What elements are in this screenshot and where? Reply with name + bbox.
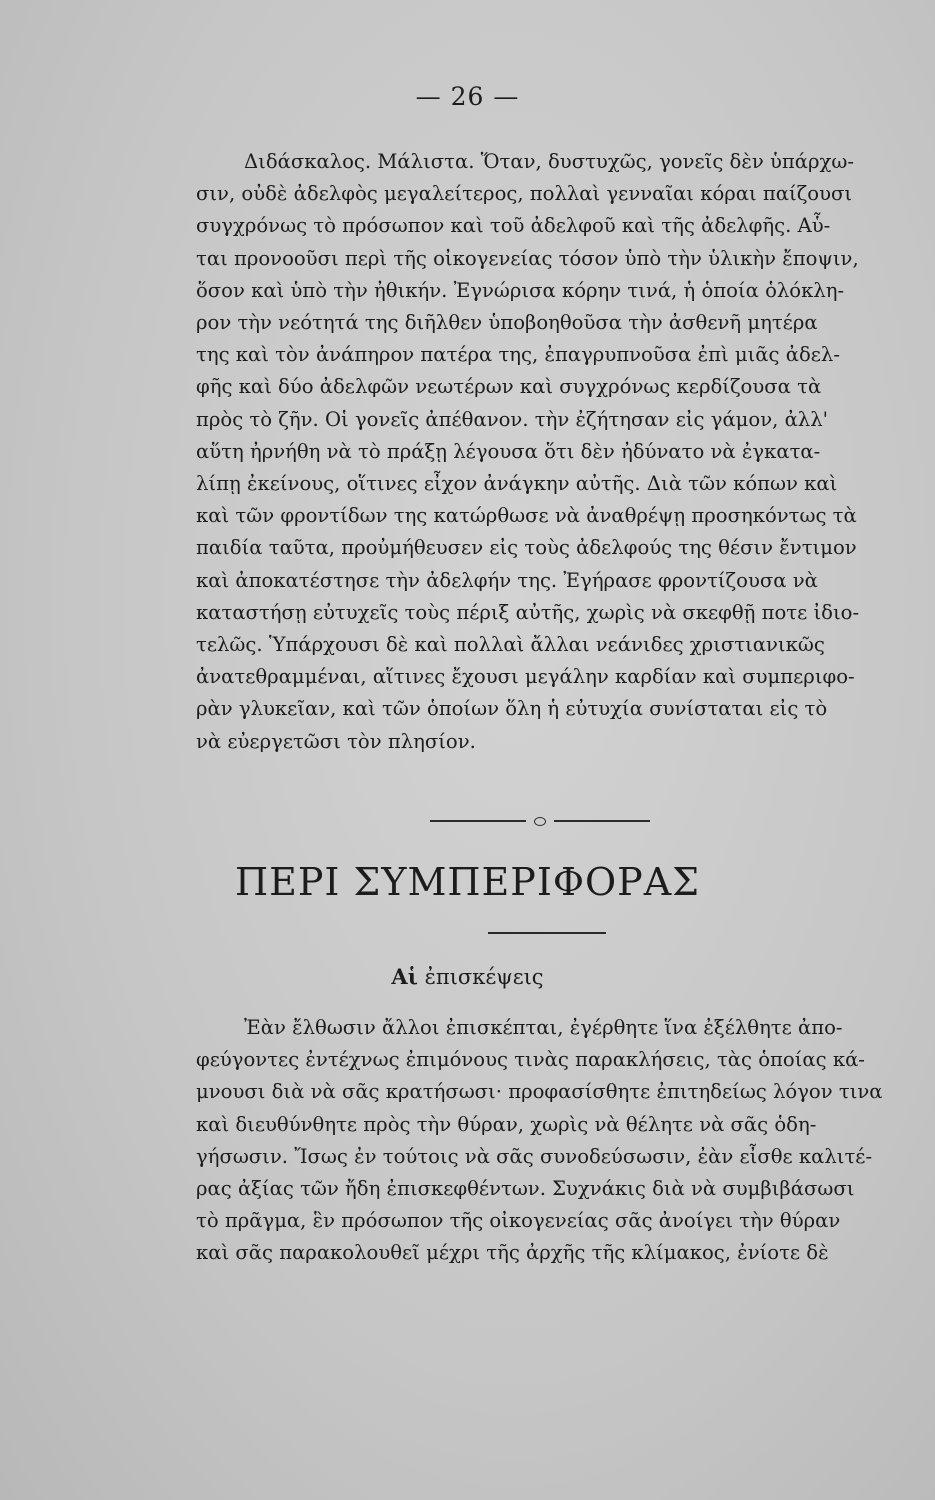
visits-paragraph: [196, 1012, 896, 1270]
text-line: αὕτη ἠρνήθη νὰ τὸ πράξῃ λέγουσα ὅτι δὲν ἠδύνατο νὰ ἐγκατα-: [196, 439, 821, 463]
text-line: λίπῃ ἐκείνους, οἵτινες εἶχον ἀνάγκην αὐτῆς. Διὰ τῶν κόπων καὶ: [196, 472, 838, 496]
text-line: καὶ διευθύνθητε πρὸς τὴν θύραν, χωρὶς νὰ θέλητε νὰ σᾶς ὁδη-: [196, 1112, 817, 1136]
text-line: πρὸς τὸ ζῆν. Οἱ γονεῖς ἀπέθανον. τὴν ἐζήτησαν εἰς γάμον, ἀλλ': [196, 407, 829, 431]
text-line: καταστήσῃ εὐτυχεῖς τοὺς πέριξ αὐτῆς, χωρὶς νὰ σκεφθῇ ποτε ἰδιο-: [196, 600, 860, 624]
text-line: σιν, οὐδὲ ἀδελφὸς μεγαλείτερος, πολλαὶ γενναῖαι κόραι παίζουσι: [196, 182, 853, 206]
text-line: Ἐὰν ἔλθωσιν ἄλλοι ἐπισκέπται, ἐγέρθητε ἵνα ἐξέλθητε ἀπο-: [244, 1016, 843, 1039]
text-line: ται προνοοῦσι περὶ τῆς οἰκογενείας τόσον ὑπὸ τὴν ὑλικὴν ἔποψιν,: [196, 246, 859, 270]
text-line: συγχρόνως τὸ πρόσωπον καὶ τοῦ ἀδελφοῦ καὶ τῆς ἀδελφῆς. Αὗ-: [196, 214, 831, 238]
subheading-article: Αἱ: [391, 964, 418, 989]
text-line: τὸ πρᾶγμα, ἓν πρόσωπον τῆς οἰκογενείας σᾶς ἀνοίγει τὴν θύραν: [196, 1209, 841, 1233]
text-line: φῆς καὶ δύο ἀδελφῶν νεωτέρων καὶ συγχρόνως κερδίζουσα τὰ: [196, 375, 822, 399]
text-line: παιδία ταῦτα, προὐμήθευσεν εἰς τοὺς ἀδελφούς της θέσιν ἔντιμον: [196, 536, 857, 560]
text-line: τελῶς. Ὑπάρχουσι δὲ καὶ πολλαὶ ἄλλαι νεάνιδες χριστιανικῶς: [196, 633, 825, 657]
text-line: μνουσι διὰ νὰ σᾶς κρατήσωσι· προφασίσθητε ἐπιτηδείως λόγον τινα: [196, 1080, 883, 1104]
ornamental-divider: [430, 818, 650, 824]
text-line: νὰ εὐεργετῶσι τὸν πλησίον.: [196, 729, 476, 753]
dialogue-paragraph: [196, 146, 896, 758]
divider-bar-right: [554, 820, 650, 822]
text-line: γήσωσιν. Ἴσως ἐν τούτοις νὰ σᾶς συνοδεύσωσιν, ἐὰν εἶσθε καλιτέ-: [196, 1144, 873, 1168]
section-subheading: [0, 964, 935, 989]
chapter-heading: ΠΕΡΙ ΣΥΜΠΕΡΙΦΟΡΑΣ: [234, 860, 701, 904]
text-line: ρὰν γλυκεῖαν, καὶ τῶν ὁποίων ὅλη ἡ εὐτυχία συνίσταται εἰς τὸ: [196, 697, 828, 721]
text-line: ρον τὴν νεότητά της διῆλθεν ὑποβοηθοῦσα τὴν ἀσθενῆ μητέρα: [196, 311, 818, 335]
text-line: καὶ ἀποκατέστησε τὴν ἀδελφήν της. Ἐγήρασε φροντίζουσα νὰ: [196, 568, 818, 592]
text-line: Διδάσκαλος. Μάλιστα. Ὅταν, δυστυχῶς, γονεῖς δὲν ὑπάρχω-: [244, 150, 855, 173]
heading-rule: [488, 932, 606, 934]
divider-ornament-icon: [534, 817, 546, 826]
subheading-word: ἐπισκέψεις: [424, 965, 544, 989]
text-line: ἀνατεθραμμέναι, αἵτινες ἔχουσι μεγάλην καρδίαν καὶ συμπεριφο-: [196, 665, 855, 689]
page-number: — 26 —: [415, 82, 520, 111]
text-line: της καὶ τὸν ἀνάπηρον πατέρα της, ἐπαγρυπνοῦσα ἐπὶ μιᾶς ἀδελ-: [196, 343, 840, 367]
text-line: ὅσον καὶ ὑπὸ τὴν ἠθικήν. Ἐγνώρισα κόρην τινά, ἡ ὁποία ὁλόκλη-: [196, 278, 845, 302]
text-line: ρας ἀξίας τῶν ἤδη ἐπισκεφθέντων. Συχνάκις διὰ νὰ συμβιβάσωσι: [196, 1177, 855, 1201]
text-line: καὶ τῶν φροντίδων της κατώρθωσε νὰ ἀναθρέψῃ προσηκόντως τὰ: [196, 504, 857, 528]
text-line: καὶ σᾶς παρακολουθεῖ μέχρι τῆς ἀρχῆς τῆς κλίμακος, ἐνίοτε δὲ: [196, 1241, 829, 1265]
text-line: φεύγοντες ἐντέχνως ἐπιμόνους τινὰς παρακλήσεις, τὰς ὁποίας κά-: [196, 1048, 865, 1072]
divider-bar-left: [430, 820, 526, 822]
